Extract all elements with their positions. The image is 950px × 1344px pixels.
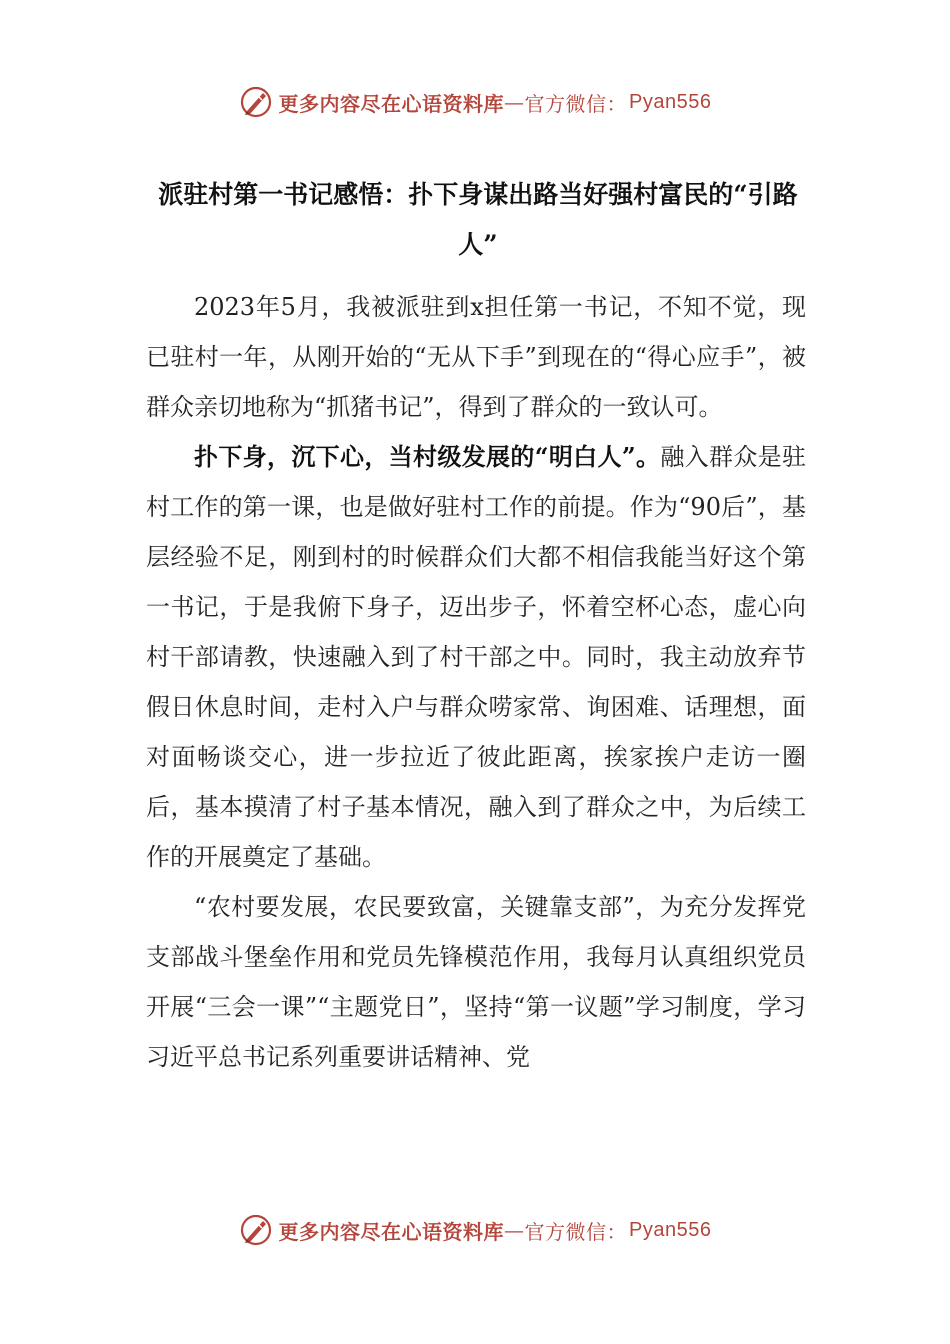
paragraph-1 xyxy=(146,282,806,432)
watermark-label: 官方微信： xyxy=(524,91,628,116)
document-body xyxy=(146,282,806,1082)
paragraph-2-lead: 扑下身，沉下心，当村级发展的“明白人”。 xyxy=(194,442,661,471)
watermark-wechat-id: Pyan556 xyxy=(629,90,712,113)
pen-logo-icon xyxy=(239,85,273,119)
watermark-main-text: 更多内容尽在心语资料库 xyxy=(278,91,505,116)
paragraph-1-text: 2023年5月，我被派驻到x担任第一书记，不知不觉，现已驻村一年，从刚开始的“无从下手”到现在的“得心应手”，被群众亲切地称为“抓猪书记”，得到了群众的一致认可。 xyxy=(146,293,806,421)
watermark-label: 官方微信： xyxy=(524,1219,628,1244)
watermark-header xyxy=(0,82,950,122)
pen-logo-icon xyxy=(239,1213,273,1247)
document-title: 派驻村第一书记感悟：扑下身谋出路当好强村富民的“引路人” xyxy=(158,180,798,259)
paragraph-2-text: 融入群众是驻村工作的第一课，也是做好驻村工作的前提。作为“90后”，基层经验不足，刚到村的时候群众们大都不相信我能当好这个第一书记，于是我俯下身子，迈出步子，怀着空杯心态，虚心向村干部请教，快速融入到了村干部之中。同时，我主动放弃节假日休息时间，走村入户与群众唠家常、询困难、话理想，面对面畅谈交心，进一步拉近了彼此距离，挨家挨户走访一圈后，基本摸清了村子基本情况，融入到了群众之中，为后续工作的开展奠定了基础。 xyxy=(146,443,807,871)
watermark-footer xyxy=(0,1210,950,1250)
watermark-separator: — xyxy=(504,90,525,114)
paragraph-3-text: “农村要发展，农民要致富，关键靠支部”，为充分发挥党支部战斗堡垒作用和党员先锋模范作用，我每月认真组织党员开展“三会一课”“主题党日”，坚持“第一议题”学习制度，学习习近平总书记系列重要讲话精神、党 xyxy=(146,893,806,1071)
watermark-wechat-id: Pyan556 xyxy=(629,1218,712,1241)
paragraph-3 xyxy=(146,882,806,1082)
paragraph-2 xyxy=(146,432,806,882)
watermark-main-text: 更多内容尽在心语资料库 xyxy=(278,1219,505,1244)
watermark-separator: — xyxy=(504,1218,525,1242)
